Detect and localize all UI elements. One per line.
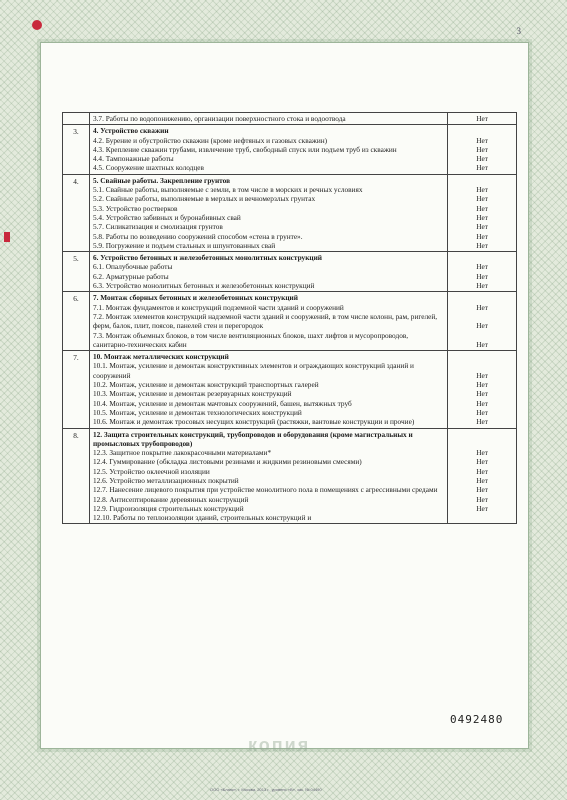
work-type-cell: [89, 174, 447, 251]
work-item: 5.1. Свайные работы, выполняемые с земли, в том числе в морских и речных условиях: [92, 185, 363, 195]
work-item: 10.3. Монтаж, усиление и демонтаж резервуарных конструкций: [92, 389, 292, 399]
item-value: [451, 513, 513, 522]
page-number: 3: [516, 26, 521, 36]
section-heading: 4. Устройство скважин: [92, 126, 169, 136]
item-value: Нет: [476, 494, 488, 504]
red-side-mark: [4, 232, 10, 242]
row-number: 5.: [63, 252, 90, 292]
item-value: Нет: [476, 194, 488, 204]
item-value: Нет: [476, 154, 488, 164]
value-cell: [448, 174, 517, 251]
row-number: 8.: [63, 428, 90, 524]
work-item: 12.3. Защитное покрытие лакокрасочными материалами*: [92, 448, 272, 458]
work-type-cell: [89, 351, 447, 428]
row-number: [63, 113, 90, 125]
item-value: Нет: [476, 475, 488, 485]
row-number: 4.: [63, 174, 90, 251]
work-item: 10.4. Монтаж, усиление и демонтаж мачтовых сооружений, башен, вытяжных труб: [92, 398, 352, 408]
work-item: 12.5. Устройство оклеечной изоляции: [92, 466, 210, 476]
item-value: Нет: [476, 485, 488, 495]
work-item: 5.7. Силикатизация и смолизация грунтов: [92, 222, 223, 232]
value-cell: [448, 252, 517, 292]
value-cell: [448, 113, 517, 125]
work-item: 12.9. Гидроизоляция строительных конструкций: [92, 503, 244, 513]
value-cell: [448, 351, 517, 428]
printer-footer: ООО «Бланк», г. Москва, 2013 г., уровень «В», зак. № 04490: [210, 787, 322, 792]
item-value: Нет: [476, 203, 488, 213]
work-item: 4.3. Крепление скважин трубами, извлечение труб, свободный спуск или подъем труб из скважин: [92, 144, 397, 154]
item-value: Нет: [476, 389, 488, 399]
table-row: [63, 174, 517, 251]
table-row: [63, 125, 517, 174]
item-value: Нет: [476, 144, 488, 154]
table-row: [63, 428, 517, 524]
copy-stamp: копия: [248, 735, 311, 755]
work-item: 7.1. Монтаж фундаментов и конструкций подземной части зданий и сооружений: [92, 302, 344, 312]
serial-number: 0492480: [450, 713, 504, 726]
item-value: Нет: [476, 222, 488, 232]
table-row: [63, 252, 517, 292]
work-item: 4.2. Бурение и обустройство скважин (кроме нефтяных и газовых скважин): [92, 135, 328, 145]
work-item: 10.6. Монтаж и демонтаж тросовых несущих конструкций (растяжки, вантовые конструкции и прочие): [92, 417, 415, 427]
section-heading: 7. Монтаж сборных бетонных и железобетонных конструкций: [92, 293, 298, 303]
item-value: Нет: [476, 448, 488, 458]
row-number: 6.: [63, 292, 90, 351]
item-value: Нет: [476, 417, 488, 427]
work-item: 5.4. Устройство забивных и буронабивных свай: [92, 212, 241, 222]
section-heading: 12. Защита строительных конструкций, трубопроводов и оборудования (кроме магистральных и промысловых трубопроводов): [92, 429, 413, 448]
work-item: 6.1. Опалубочные работы: [92, 262, 173, 272]
section-heading: 6. Устройство бетонных и железобетонных монолитных конструкций: [92, 253, 323, 263]
permit-table: [62, 112, 517, 524]
item-value: Нет: [476, 212, 488, 222]
work-item: 5.8. Работы по возведению сооружений способом «стена в грунте».: [92, 231, 303, 241]
item-value: Нет: [476, 457, 488, 467]
work-item: 12.4. Гуммирование (обкладка листовыми резинами и жидкими резиновыми смесями): [92, 457, 362, 467]
work-item: 12.7. Нанесение лицевого покрытия при устройстве монолитного пола в помещениях с агрессивными средами: [92, 485, 438, 495]
item-value: Нет: [476, 339, 488, 349]
value-cell: [448, 292, 517, 351]
work-item: 12.6. Устройство металлизационных покрытий: [92, 475, 239, 485]
item-value: Нет: [476, 281, 488, 291]
section-heading: 5. Свайные работы. Закрепление грунтов: [92, 175, 231, 185]
work-item: 10.5. Монтаж, усиление и демонтаж технологических конструкций: [92, 407, 302, 417]
table-row: [63, 292, 517, 351]
item-value: Нет: [476, 407, 488, 417]
work-type-cell: [89, 428, 447, 524]
item-value: Нет: [476, 398, 488, 408]
item-value: Нет: [476, 262, 488, 272]
item-value: Нет: [476, 163, 488, 173]
item-value: Нет: [476, 503, 488, 513]
work-item: 12.10. Работы по теплоизоляции зданий, строительных конструкций и: [92, 513, 312, 523]
row-number: 7.: [63, 351, 90, 428]
work-item: 7.2. Монтаж элементов конструкций надземной части зданий и сооружений, в том числе колонн, рам, ригелей, ферм, балок, плит, поясов, панелей стен и перегородок: [92, 311, 438, 331]
value-cell: [448, 125, 517, 174]
item-value: Нет: [476, 185, 488, 195]
work-type-cell: [89, 113, 447, 125]
item-value: Нет: [476, 302, 488, 312]
work-item: 4.4. Тампонажные работы: [92, 154, 174, 164]
work-item: 5.3. Устройство ростверков: [92, 203, 178, 213]
work-item: 6.3. Устройство монолитных бетонных и железобетонных конструкций: [92, 281, 315, 291]
item-value: Нет: [476, 135, 488, 145]
table-row: [63, 113, 517, 125]
work-type-cell: [89, 125, 447, 174]
section-heading: 10. Монтаж металлических конструкций: [92, 352, 229, 362]
item-value: Нет: [476, 466, 488, 476]
work-item: 4.5. Сооружение шахтных колодцев: [92, 163, 204, 173]
red-corner-mark: [32, 20, 42, 30]
work-item: 7.3. Монтаж объемных блоков, в том числе вентиляционных блоков, шахт лифтов и мусоропроводов, санитарно-технических кабин: [92, 330, 409, 349]
work-item: 12.8. Антисептирование деревянных конструкций: [92, 494, 249, 504]
item-value: Нет: [476, 240, 488, 250]
work-item: 6.2. Арматурные работы: [92, 271, 169, 281]
work-item: 5.2. Свайные работы, выполняемые в мерзлых и вечномерзлых грунтах: [92, 194, 316, 204]
item-value: Нет: [476, 380, 488, 390]
item-value: Нет: [476, 114, 488, 123]
table-row: [63, 351, 517, 428]
work-item: 10.1. Монтаж, усиление и демонтаж конструктивных элементов и ограждающих конструкций зданий и сооружений: [92, 361, 414, 380]
item-value: Нет: [476, 231, 488, 241]
work-type-cell: [89, 252, 447, 292]
work-type-cell: [89, 292, 447, 351]
item-value: Нет: [476, 321, 488, 331]
work-item: 10.2. Монтаж, усиление и демонтаж конструкций транспортных галерей: [92, 380, 319, 390]
value-cell: [448, 428, 517, 524]
item-value: Нет: [476, 370, 488, 380]
row-number: 3.: [63, 125, 90, 174]
work-item: 5.9. Погружение и подъем стальных и шпунтованных свай: [92, 240, 276, 250]
item-value: Нет: [476, 271, 488, 281]
work-item: 3.7. Работы по водопонижению, организации поверхностного стока и водоотвода: [92, 114, 346, 123]
